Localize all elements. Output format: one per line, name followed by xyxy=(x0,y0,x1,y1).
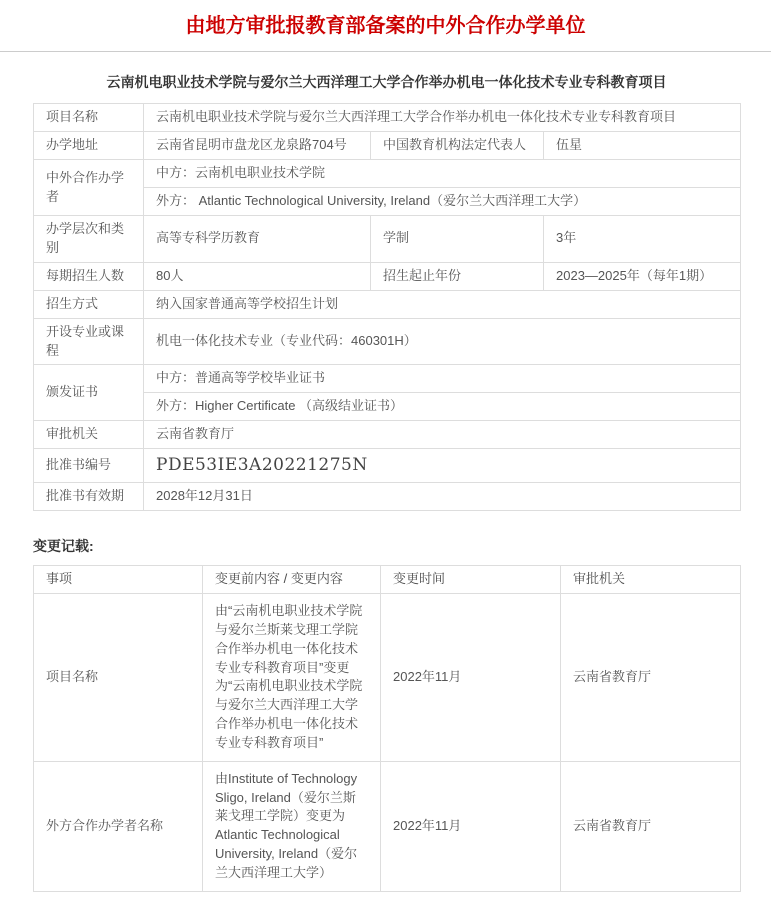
change-row-project-name xyxy=(34,594,741,762)
project-subtitle: 云南机电职业技术学院与爱尔兰大西洋理工大学合作举办机电一体化技术专业专科教育项目 xyxy=(106,74,667,90)
method-label: 招生方式 xyxy=(34,290,144,318)
program-info-table xyxy=(33,103,741,511)
changes-header-content: 变更前内容 / 变更内容 xyxy=(203,566,381,594)
change-time: 2022年11月 xyxy=(381,594,561,762)
level-label: 办学层次和类别 xyxy=(34,216,144,263)
partner-foreign-value: 外方： Atlantic Technological University, Ireland（爱尔兰大西洋理工大学） xyxy=(144,188,741,216)
changes-section-title: 变更记载: xyxy=(33,538,94,555)
partners-label: 中外合作办学者 xyxy=(34,160,144,216)
legal-rep-value: 伍星 xyxy=(544,132,741,160)
row-level xyxy=(34,216,741,263)
changes-header-authority: 审批机关 xyxy=(561,566,741,594)
row-method xyxy=(34,290,741,318)
method-value: 纳入国家普通高等学校招生计划 xyxy=(144,290,741,318)
authority-value: 云南省教育厅 xyxy=(144,421,741,449)
page-header xyxy=(0,14,771,52)
row-enrollment xyxy=(34,262,741,290)
cert-cn-value: 中方：普通高等学校毕业证书 xyxy=(144,365,741,393)
certificates-label: 颁发证书 xyxy=(34,365,144,421)
level-value: 高等专科学历教育 xyxy=(144,216,371,263)
project-name-value: 云南机电职业技术学院与爱尔兰大西洋理工大学合作举办机电一体化技术专业专科教育项目 xyxy=(144,104,741,132)
validity-label: 批准书有效期 xyxy=(34,483,144,511)
years-value: 2023—2025年（每年1期） xyxy=(544,262,741,290)
years-label: 招生起止年份 xyxy=(371,262,544,290)
row-cert-cn xyxy=(34,365,741,393)
majors-value: 机电一体化技术专业（专业代码：460301H） xyxy=(144,318,741,365)
address-value: 云南省昆明市盘龙区龙泉路704号 xyxy=(144,132,371,160)
duration-value: 3年 xyxy=(544,216,741,263)
row-authority xyxy=(34,421,741,449)
change-authority: 云南省教育厅 xyxy=(561,761,741,891)
cert-foreign-value: 外方：Higher Certificate （高级结业证书） xyxy=(144,393,741,421)
address-label: 办学地址 xyxy=(34,132,144,160)
page-title: 由地方审批报教育部备案的中外合作办学单位 xyxy=(185,15,586,37)
enrollment-label: 每期招生人数 xyxy=(34,262,144,290)
row-project-name xyxy=(34,104,741,132)
changes-table xyxy=(33,565,741,892)
duration-label: 学制 xyxy=(371,216,544,263)
change-authority: 云南省教育厅 xyxy=(561,594,741,762)
project-name-label: 项目名称 xyxy=(34,104,144,132)
changes-header-item: 事项 xyxy=(34,566,203,594)
changes-header-time: 变更时间 xyxy=(381,566,561,594)
change-content: 由Institute of Technology Sligo, Ireland（爱尔兰斯莱戈理工学院）变更为Atlantic Technological University, Ireland（爱尔兰大西洋理工大学） xyxy=(203,761,381,891)
row-address xyxy=(34,132,741,160)
row-validity xyxy=(34,483,741,511)
header-divider xyxy=(0,51,771,52)
row-approval-no xyxy=(34,449,741,483)
enrollment-value: 80人 xyxy=(144,262,371,290)
row-majors xyxy=(34,318,741,365)
partner-cn-value: 中方：云南机电职业技术学院 xyxy=(144,160,741,188)
change-row-foreign-partner xyxy=(34,761,741,891)
change-item: 项目名称 xyxy=(34,594,203,762)
approval-no-value: PDE53IE3A20221275N xyxy=(144,449,741,483)
changes-header-row xyxy=(34,566,741,594)
change-content: 由“云南机电职业技术学院与爱尔兰斯莱戈理工学院合作举办机电一体化技术专业专科教育项目”变更为“云南机电职业技术学院与爱尔兰大西洋理工大学合作举办机电一体化技术专业专科教育项目” xyxy=(203,594,381,762)
row-partners-cn xyxy=(34,160,741,188)
authority-label: 审批机关 xyxy=(34,421,144,449)
legal-rep-label: 中国教育机构法定代表人 xyxy=(371,132,544,160)
validity-value: 2028年12月31日 xyxy=(144,483,741,511)
change-item: 外方合作办学者名称 xyxy=(34,761,203,891)
majors-label: 开设专业或课程 xyxy=(34,318,144,365)
change-time: 2022年11月 xyxy=(381,761,561,891)
content xyxy=(0,72,771,898)
approval-no-label: 批准书编号 xyxy=(34,449,144,483)
